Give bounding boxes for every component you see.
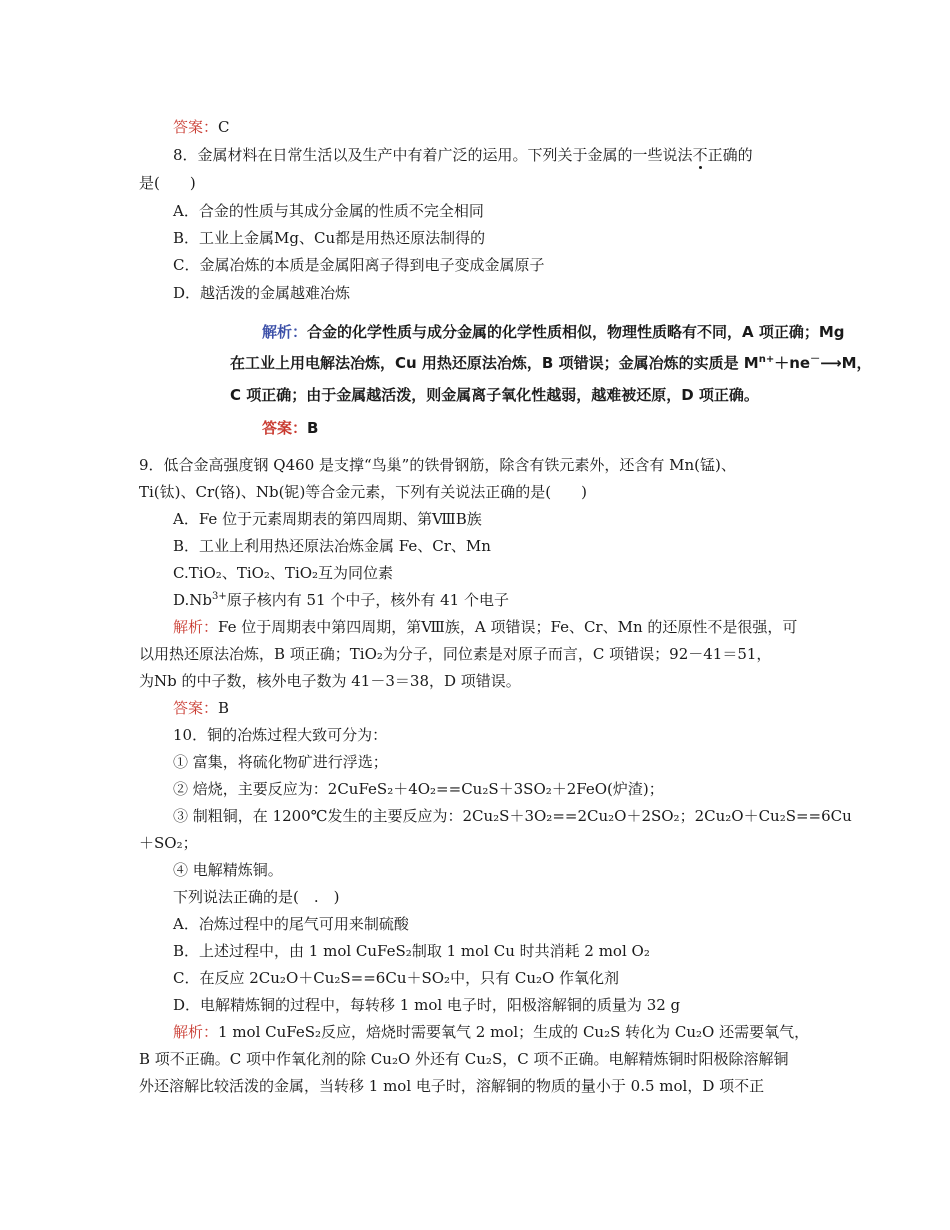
q10-step3-line1: ③ 制粗铜，在 1200℃发生的主要反应为：2Cu₂S＋3O₂==2Cu₂O＋2SO₂；2Cu₂O＋Cu₂S==6Cu bbox=[173, 807, 852, 825]
analysis-label: 解析： bbox=[173, 1023, 219, 1041]
answer-label: 答案： bbox=[173, 699, 219, 717]
q10-analysis-line1: 解析：1 mol CuFeS₂反应，焙烧时需要氧气 2 mol；生成的 Cu₂S 转化为 Cu₂O 还需要氧气， bbox=[173, 1023, 810, 1041]
q10-step2: ② 焙烧，主要反应为：2CuFeS₂＋4O₂==Cu₂S＋3SO₂＋2FeO(炉渣)； bbox=[173, 780, 664, 798]
q8-option-d: D．越活泼的金属越难冶炼 bbox=[173, 284, 351, 302]
q9-stem-line1: 9．低合金高强度钢 Q460 是支撑“鸟巢”的铁骨钢筋，除含有铁元素外，还含有 Mn(锰)、 bbox=[139, 456, 736, 474]
analysis-label: 解析： bbox=[262, 323, 308, 341]
q10-option-d: D．电解精炼铜的过程中，每转移 1 mol 电子时，阳极溶解铜的质量为 32 g bbox=[173, 996, 681, 1014]
q9-option-a: A．Fe 位于元素周期表的第四周期、第ⅧB族 bbox=[173, 510, 482, 528]
q10-step4: ④ 电解精炼铜。 bbox=[173, 861, 283, 879]
q9-option-b: B．工业上利用热还原法冶炼金属 Fe、Cr、Mn bbox=[173, 537, 491, 555]
answer-value: B bbox=[307, 419, 319, 437]
q10-option-b: B．上述过程中，由 1 mol CuFeS₂制取 1 mol Cu 时共消耗 2 mol O₂ bbox=[173, 942, 650, 960]
answer-value: C bbox=[218, 118, 230, 136]
q10-step3-line2: ＋SO₂； bbox=[139, 834, 198, 852]
q8-answer bbox=[262, 418, 318, 438]
q10-analysis-line3: 外还溶解比较活泼的金属，当转移 1 mol 电子时，溶解铜的物质的量小于 0.5 mol，D 项不正 bbox=[139, 1077, 765, 1095]
answer-label: 答案： bbox=[173, 118, 219, 136]
emphasis-dot-char: 不 bbox=[692, 146, 708, 164]
q8-analysis-line2: 在工业上用电解法冶炼，Cu 用热还原法冶炼，B 项错误；金属冶炼的实质是 $M^{n+}+ne^-⟶M$， bbox=[230, 354, 872, 372]
q10-analysis-line2: B 项不正确。C 项中作氧化剂的除 Cu₂O 外还有 Cu₂S，C 项不正确。电解精炼铜时阳极除溶解铜 bbox=[139, 1050, 789, 1068]
q8-option-b: B．工业上金属Mg、Cu都是用热还原法制得的 bbox=[173, 229, 486, 247]
q9-option-c: C.TiO₂、TiO₂、TiO₂互为同位素 bbox=[173, 564, 394, 582]
q8-analysis-line1: 解析：合金的化学性质与成分金属的化学性质相似，物理性质略有不同，A 项正确；Mg bbox=[262, 323, 845, 341]
q8-option-a: A．合金的性质与其成分金属的性质不完全相同 bbox=[173, 202, 484, 220]
q9-analysis-line2: 以用热还原法冶炼，B 项正确；TiO₂为分子，同位素是对原子而言，C 项错误；92－41＝51， bbox=[139, 645, 772, 663]
q10-question: 下列说法正确的是( . ) bbox=[173, 888, 340, 906]
q8-stem-line1: 8．金属材料在日常生活以及生产中有着广泛的运用。下列关于金属的一些说法不正确的 bbox=[173, 146, 753, 164]
q8-stem-line2: 是( ) bbox=[139, 174, 196, 192]
q7-answer bbox=[173, 117, 230, 137]
q9-analysis-line3: 为Nb 的中子数，核外电子数为 41－3＝38，D 项错误。 bbox=[139, 672, 521, 690]
q9-stem-line2: Ti(钛)、Cr(铬)、Nb(铌)等合金元素，下列有关说法正确的是( ) bbox=[139, 483, 587, 501]
q9-answer bbox=[173, 698, 229, 718]
q8-analysis-line3: C 项正确；由于金属越活泼，则金属离子氧化性越弱，越难被还原，D 项正确。 bbox=[230, 386, 759, 404]
analysis-label: 解析： bbox=[173, 618, 219, 636]
answer-value: B bbox=[218, 699, 230, 717]
q9-analysis-line1: 解析：Fe 位于周期表中第四周期，第Ⅷ族，A 项错误；Fe、Cr、Mn 的还原性不是很强，可 bbox=[173, 618, 798, 636]
answer-label: 答案： bbox=[262, 419, 308, 437]
q9-option-d: $D.Nb^{3+}$原子核内有 51 个中子，核外有 41 个电子 bbox=[173, 591, 509, 609]
q10-option-a: A．冶炼过程中的尾气可用来制硫酸 bbox=[173, 915, 409, 933]
q8-option-c: C．金属冶炼的本质是金属阳离子得到电子变成金属原子 bbox=[173, 256, 545, 274]
q10-step1: ① 富集，将硫化物矿进行浮选； bbox=[173, 753, 388, 771]
q10-stem: 10．铜的冶炼过程大致可分为： bbox=[173, 726, 388, 744]
q10-option-c: C．在反应 2Cu₂O＋Cu₂S==6Cu＋SO₂中，只有 Cu₂O 作氧化剂 bbox=[173, 969, 620, 987]
